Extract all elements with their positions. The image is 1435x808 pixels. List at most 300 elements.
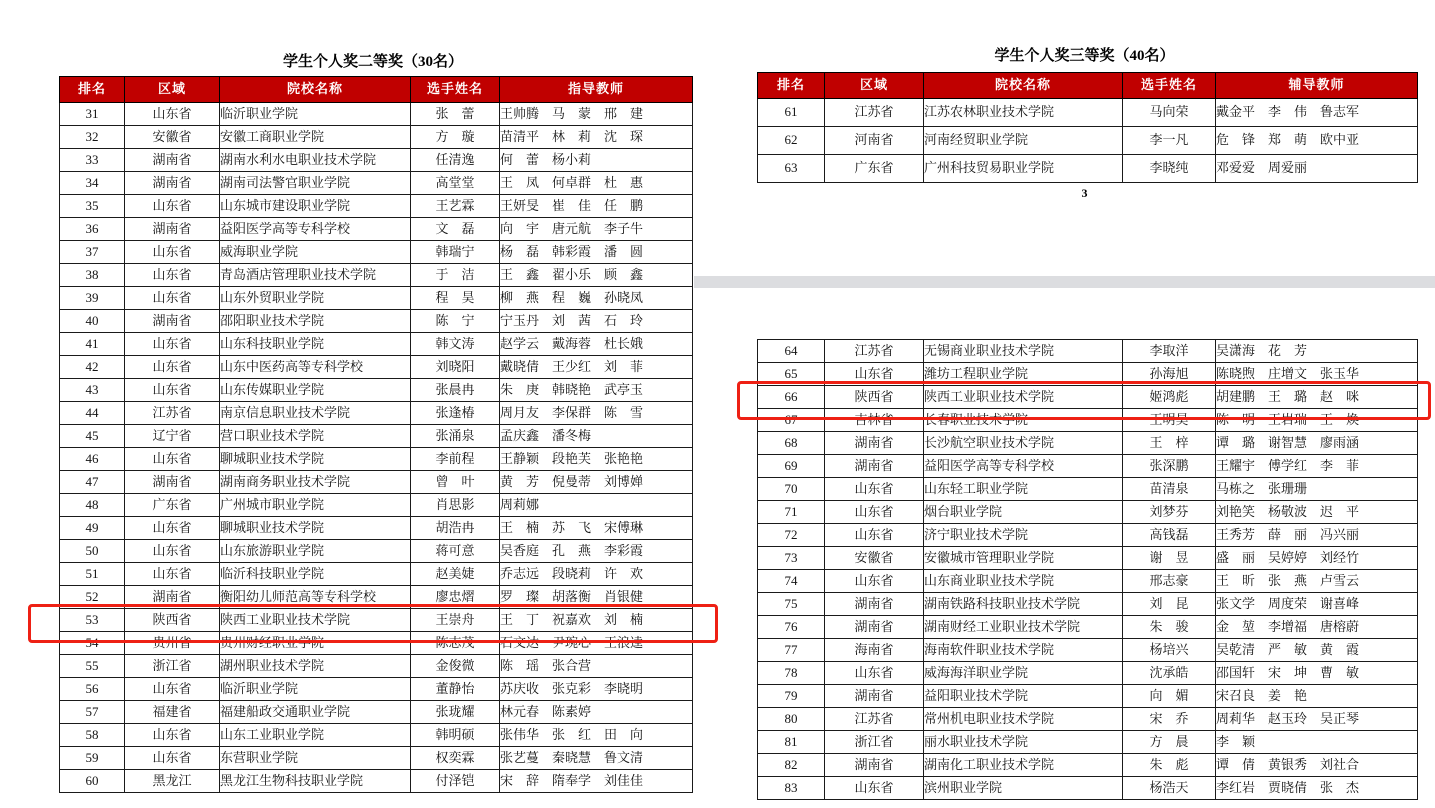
table-row <box>60 517 693 540</box>
rank-cell: 47 <box>60 471 125 494</box>
student-cell: 韩明硕 <box>411 724 500 747</box>
teachers-cell: 陈 瑶 张合营 <box>500 655 693 678</box>
table-row <box>60 770 693 793</box>
teachers-cell: 张文学 周度荣 谢喜峰 <box>1216 593 1418 616</box>
rank-cell: 45 <box>60 425 125 448</box>
rank-cell: 43 <box>60 379 125 402</box>
rank-cell: 83 <box>758 777 825 800</box>
student-cell: 文 磊 <box>411 218 500 241</box>
school-cell: 湖南商务职业技术学院 <box>220 471 411 494</box>
table-row <box>60 310 693 333</box>
table-row <box>60 448 693 471</box>
teachers-cell: 赵学云 戴海蓉 杜长娥 <box>500 333 693 356</box>
region-cell: 湖南省 <box>125 218 220 241</box>
rank-cell: 64 <box>758 340 825 363</box>
rank-cell: 62 <box>758 127 825 155</box>
student-cell: 廖忠熠 <box>411 586 500 609</box>
teachers-cell: 李红岩 贾晓倩 张 杰 <box>1216 777 1418 800</box>
rank-cell: 41 <box>60 333 125 356</box>
school-cell: 烟台职业学院 <box>924 501 1123 524</box>
table-row <box>60 678 693 701</box>
school-cell: 山东轻工职业学院 <box>924 478 1123 501</box>
header-row <box>60 77 693 103</box>
student-cell: 张深鹏 <box>1123 455 1216 478</box>
school-cell: 东营职业学院 <box>220 747 411 770</box>
rank-cell: 33 <box>60 149 125 172</box>
table-row <box>758 155 1418 183</box>
rank-cell: 51 <box>60 563 125 586</box>
rank-cell: 81 <box>758 731 825 754</box>
rank-cell: 75 <box>758 593 825 616</box>
student-cell: 胡浩冉 <box>411 517 500 540</box>
table-row <box>758 127 1418 155</box>
rank-cell: 79 <box>758 685 825 708</box>
rank-cell: 54 <box>60 632 125 655</box>
rank-cell: 78 <box>758 662 825 685</box>
table-row <box>60 632 693 655</box>
second-prize-title: 学生个人奖二等奖（30名） <box>282 54 463 70</box>
rank-cell: 38 <box>60 264 125 287</box>
table-row <box>758 99 1418 127</box>
teachers-cell: 苗清平 林 莉 沈 琛 <box>500 126 693 149</box>
third-prize-table-page3 <box>757 72 1418 183</box>
school-cell: 安徽城市管理职业学院 <box>924 547 1123 570</box>
student-cell: 宋 乔 <box>1123 708 1216 731</box>
school-cell: 益阳医学高等专科学校 <box>220 218 411 241</box>
rank-cell: 68 <box>758 432 825 455</box>
region-cell: 浙江省 <box>825 731 924 754</box>
teachers-cell: 何 蕾 杨小莉 <box>500 149 693 172</box>
student-cell: 韩文涛 <box>411 333 500 356</box>
rank-cell: 44 <box>60 402 125 425</box>
table-row <box>60 195 693 218</box>
region-cell: 山东省 <box>825 524 924 547</box>
school-cell: 长春职业技术学院 <box>924 409 1123 432</box>
student-cell: 陈 宁 <box>411 310 500 333</box>
region-cell: 浙江省 <box>125 655 220 678</box>
rank-cell: 73 <box>758 547 825 570</box>
table-row <box>60 241 693 264</box>
table-row <box>60 218 693 241</box>
table-row <box>758 547 1418 570</box>
school-cell: 聊城职业技术学院 <box>220 517 411 540</box>
student-cell: 张晨冉 <box>411 379 500 402</box>
table-row <box>60 563 693 586</box>
student-cell: 张涌泉 <box>411 425 500 448</box>
student-cell: 刘 昆 <box>1123 593 1216 616</box>
rank-cell: 57 <box>60 701 125 724</box>
student-cell: 李晓纯 <box>1123 155 1216 183</box>
region-cell: 福建省 <box>125 701 220 724</box>
rank-cell: 65 <box>758 363 825 386</box>
table-row <box>758 754 1418 777</box>
region-cell: 湖南省 <box>125 310 220 333</box>
table-row <box>758 639 1418 662</box>
region-cell: 江苏省 <box>825 99 924 127</box>
column-header-school: 院校名称 <box>220 77 411 103</box>
teachers-cell: 吴乾清 严 敏 黄 霞 <box>1216 639 1418 662</box>
school-cell: 丽水职业技术学院 <box>924 731 1123 754</box>
region-cell: 安徽省 <box>825 547 924 570</box>
student-cell: 陈志茂 <box>411 632 500 655</box>
rank-cell: 46 <box>60 448 125 471</box>
region-cell: 江苏省 <box>125 402 220 425</box>
region-cell: 贵州省 <box>125 632 220 655</box>
table-row <box>60 540 693 563</box>
teachers-cell: 宋召良 姜 艳 <box>1216 685 1418 708</box>
region-cell: 吉林省 <box>825 409 924 432</box>
rank-cell: 66 <box>758 386 825 409</box>
column-header-student: 选手姓名 <box>1123 73 1216 99</box>
teachers-cell: 邵国轩 宋 坤 曹 敏 <box>1216 662 1418 685</box>
region-cell: 安徽省 <box>125 126 220 149</box>
student-cell: 蒋可意 <box>411 540 500 563</box>
student-cell: 高堂堂 <box>411 172 500 195</box>
school-cell: 山东城市建设职业学院 <box>220 195 411 218</box>
rank-cell: 50 <box>60 540 125 563</box>
region-cell: 江苏省 <box>825 708 924 731</box>
teachers-cell: 张艺蔓 秦晓慧 鲁文清 <box>500 747 693 770</box>
teachers-cell: 周莉华 赵玉玲 吴正琴 <box>1216 708 1418 731</box>
teachers-cell: 马栋之 张珊珊 <box>1216 478 1418 501</box>
school-cell: 益阳医学高等专科学校 <box>924 455 1123 478</box>
teachers-cell: 孟庆鑫 潘冬梅 <box>500 425 693 448</box>
school-cell: 黑龙江生物科技职业学院 <box>220 770 411 793</box>
rank-cell: 55 <box>60 655 125 678</box>
school-cell: 滨州职业学院 <box>924 777 1123 800</box>
school-cell: 山东传媒职业学院 <box>220 379 411 402</box>
school-cell: 山东旅游职业学院 <box>220 540 411 563</box>
teachers-cell: 朱 庚 韩晓艳 武亭玉 <box>500 379 693 402</box>
school-cell: 聊城职业技术学院 <box>220 448 411 471</box>
student-cell: 张珑耀 <box>411 701 500 724</box>
student-cell: 刘晓阳 <box>411 356 500 379</box>
student-cell: 李一凡 <box>1123 127 1216 155</box>
student-cell: 高钱磊 <box>1123 524 1216 547</box>
school-cell: 江苏农林职业技术学院 <box>924 99 1123 127</box>
table-row <box>60 471 693 494</box>
region-cell: 山东省 <box>825 777 924 800</box>
rank-cell: 59 <box>60 747 125 770</box>
column-header-student: 选手姓名 <box>411 77 500 103</box>
table-row <box>60 425 693 448</box>
teachers-cell: 陈晓煦 庄增文 张玉华 <box>1216 363 1418 386</box>
teachers-cell: 危 锋 郑 萌 欧中亚 <box>1216 127 1418 155</box>
school-cell: 临沂科技职业学院 <box>220 563 411 586</box>
table-row <box>60 333 693 356</box>
student-cell: 肖思影 <box>411 494 500 517</box>
table-row <box>60 103 693 126</box>
rank-cell: 67 <box>758 409 825 432</box>
region-cell: 山东省 <box>125 517 220 540</box>
teachers-cell: 宋 辞 隋奉学 刘佳佳 <box>500 770 693 793</box>
rank-cell: 42 <box>60 356 125 379</box>
region-cell: 江苏省 <box>825 340 924 363</box>
table-row <box>60 402 693 425</box>
table-row <box>758 685 1418 708</box>
rank-cell: 37 <box>60 241 125 264</box>
student-cell: 邢志豪 <box>1123 570 1216 593</box>
school-cell: 常州机电职业技术学院 <box>924 708 1123 731</box>
student-cell: 权奕霖 <box>411 747 500 770</box>
column-header-rank: 排名 <box>60 77 125 103</box>
region-cell: 广东省 <box>825 155 924 183</box>
school-cell: 山东中医药高等专科学校 <box>220 356 411 379</box>
school-cell: 济宁职业技术学院 <box>924 524 1123 547</box>
student-cell: 向 媚 <box>1123 685 1216 708</box>
school-cell: 临沂职业学院 <box>220 678 411 701</box>
teachers-cell: 石文达 尹琬心 王浪逵 <box>500 632 693 655</box>
school-cell: 安徽工商职业学院 <box>220 126 411 149</box>
student-cell: 谢 昱 <box>1123 547 1216 570</box>
school-cell: 无锡商业职业技术学院 <box>924 340 1123 363</box>
school-cell: 山东科技职业学院 <box>220 333 411 356</box>
student-cell: 李取洋 <box>1123 340 1216 363</box>
teachers-cell: 王秀芳 薛 丽 冯兴丽 <box>1216 524 1418 547</box>
rank-cell: 34 <box>60 172 125 195</box>
student-cell: 王崇舟 <box>411 609 500 632</box>
school-cell: 威海海洋职业学院 <box>924 662 1123 685</box>
table-row <box>60 126 693 149</box>
teachers-cell: 林元春 陈素婷 <box>500 701 693 724</box>
region-cell: 山东省 <box>125 379 220 402</box>
student-cell: 任清逸 <box>411 149 500 172</box>
student-cell: 程 昊 <box>411 287 500 310</box>
student-cell: 杨培兴 <box>1123 639 1216 662</box>
student-cell: 韩瑞宁 <box>411 241 500 264</box>
school-cell: 潍坊工程职业学院 <box>924 363 1123 386</box>
region-cell: 黑龙江 <box>125 770 220 793</box>
school-cell: 益阳职业技术学院 <box>924 685 1123 708</box>
teachers-cell: 戴晓倩 王少红 刘 菲 <box>500 356 693 379</box>
region-cell: 湖南省 <box>125 586 220 609</box>
rank-cell: 71 <box>758 501 825 524</box>
school-cell: 临沂职业学院 <box>220 103 411 126</box>
school-cell: 长沙航空职业技术学院 <box>924 432 1123 455</box>
school-cell: 湖南化工职业技术学院 <box>924 754 1123 777</box>
student-cell: 李前程 <box>411 448 500 471</box>
table-row <box>60 264 693 287</box>
region-cell: 山东省 <box>125 356 220 379</box>
teachers-cell: 王静颖 段艳芙 张艳艳 <box>500 448 693 471</box>
school-cell: 衡阳幼儿师范高等专科学校 <box>220 586 411 609</box>
table-row <box>60 379 693 402</box>
rank-cell: 69 <box>758 455 825 478</box>
student-cell: 方 璇 <box>411 126 500 149</box>
school-cell: 贵州财经职业学院 <box>220 632 411 655</box>
region-cell: 山东省 <box>125 333 220 356</box>
region-cell: 海南省 <box>825 639 924 662</box>
school-cell: 南京信息职业技术学院 <box>220 402 411 425</box>
table-row <box>758 386 1418 409</box>
table-row <box>758 662 1418 685</box>
column-header-school: 院校名称 <box>924 73 1123 99</box>
region-cell: 山东省 <box>125 195 220 218</box>
student-cell: 张 蕾 <box>411 103 500 126</box>
rank-cell: 82 <box>758 754 825 777</box>
table-row <box>758 478 1418 501</box>
region-cell: 山东省 <box>125 287 220 310</box>
rank-cell: 31 <box>60 103 125 126</box>
table-row <box>60 494 693 517</box>
column-header-teachers: 指导教师 <box>500 77 693 103</box>
student-cell: 王艺霖 <box>411 195 500 218</box>
region-cell: 湖南省 <box>825 685 924 708</box>
table-row <box>758 731 1418 754</box>
teachers-cell: 谭 倩 黄银秀 刘社合 <box>1216 754 1418 777</box>
student-cell: 杨浩天 <box>1123 777 1216 800</box>
student-cell: 刘梦芬 <box>1123 501 1216 524</box>
student-cell: 金俊微 <box>411 655 500 678</box>
table-row <box>758 777 1418 800</box>
student-cell: 赵美婕 <box>411 563 500 586</box>
page-separator <box>694 276 1435 288</box>
header-row <box>758 73 1418 99</box>
student-cell: 付泽铠 <box>411 770 500 793</box>
teachers-cell: 邓爱爱 周爱丽 <box>1216 155 1418 183</box>
third-prize-table-page4 <box>757 339 1418 800</box>
table-row <box>758 409 1418 432</box>
region-cell: 河南省 <box>825 127 924 155</box>
region-cell: 山东省 <box>825 363 924 386</box>
table-row <box>60 609 693 632</box>
teachers-cell: 乔志远 段晓莉 许 欢 <box>500 563 693 586</box>
region-cell: 辽宁省 <box>125 425 220 448</box>
teachers-cell: 胡建鹏 王 璐 赵 咪 <box>1216 386 1418 409</box>
region-cell: 山东省 <box>125 678 220 701</box>
rank-cell: 70 <box>758 478 825 501</box>
region-cell: 陕西省 <box>825 386 924 409</box>
region-cell: 湖南省 <box>825 754 924 777</box>
teachers-cell: 吴潇海 花 芳 <box>1216 340 1418 363</box>
region-cell: 湖南省 <box>825 616 924 639</box>
teachers-cell: 王 昕 张 燕 卢雪云 <box>1216 570 1418 593</box>
teachers-cell: 陈 明 王岩瑞 王 焕 <box>1216 409 1418 432</box>
region-cell: 山东省 <box>825 570 924 593</box>
region-cell: 陕西省 <box>125 609 220 632</box>
table-row <box>758 501 1418 524</box>
column-header-rank: 排名 <box>758 73 825 99</box>
table-row <box>758 616 1418 639</box>
table-row <box>60 287 693 310</box>
region-cell: 广东省 <box>125 494 220 517</box>
school-cell: 湖南水利水电职业技术学院 <box>220 149 411 172</box>
rank-cell: 36 <box>60 218 125 241</box>
table-row <box>60 172 693 195</box>
teachers-cell: 金 堃 李增福 唐榕蔚 <box>1216 616 1418 639</box>
region-cell: 山东省 <box>125 724 220 747</box>
table-row <box>60 655 693 678</box>
student-cell: 马向荣 <box>1123 99 1216 127</box>
column-header-region: 区域 <box>825 73 924 99</box>
third-prize-title: 学生个人奖三等奖（40名） <box>994 48 1175 64</box>
rank-cell: 60 <box>60 770 125 793</box>
teachers-cell: 王 楠 苏 飞 宋傅琳 <box>500 517 693 540</box>
teachers-cell: 王 丁 祝嘉欢 刘 楠 <box>500 609 693 632</box>
student-cell: 姬鸿彪 <box>1123 386 1216 409</box>
table-row <box>758 524 1418 547</box>
region-cell: 山东省 <box>825 662 924 685</box>
table-row <box>60 701 693 724</box>
region-cell: 山东省 <box>125 103 220 126</box>
teachers-cell: 盛 丽 吴婷婷 刘经竹 <box>1216 547 1418 570</box>
rank-cell: 76 <box>758 616 825 639</box>
region-cell: 湖南省 <box>125 471 220 494</box>
region-cell: 山东省 <box>125 563 220 586</box>
region-cell: 湖南省 <box>825 593 924 616</box>
student-cell: 朱 彪 <box>1123 754 1216 777</box>
teachers-cell: 周月友 李保群 陈 雪 <box>500 402 693 425</box>
teachers-cell: 张伟华 张 红 田 向 <box>500 724 693 747</box>
table-row <box>758 340 1418 363</box>
table-row <box>758 708 1418 731</box>
table-row <box>758 363 1418 386</box>
table-row <box>60 724 693 747</box>
region-cell: 山东省 <box>125 241 220 264</box>
table-row <box>758 570 1418 593</box>
column-header-region: 区域 <box>125 77 220 103</box>
teachers-cell: 王 鑫 翟小乐 顾 鑫 <box>500 264 693 287</box>
school-cell: 广州科技贸易职业学院 <box>924 155 1123 183</box>
rank-cell: 63 <box>758 155 825 183</box>
school-cell: 湖州职业技术学院 <box>220 655 411 678</box>
rank-cell: 77 <box>758 639 825 662</box>
teachers-cell: 王妍旻 崔 佳 任 鹏 <box>500 195 693 218</box>
school-cell: 山东商业职业技术学院 <box>924 570 1123 593</box>
school-cell: 邵阳职业技术学院 <box>220 310 411 333</box>
school-cell: 陕西工业职业技术学院 <box>924 386 1123 409</box>
table-row <box>758 432 1418 455</box>
teachers-cell: 李 颖 <box>1216 731 1418 754</box>
teachers-cell: 柳 燕 程 巍 孙晓凤 <box>500 287 693 310</box>
student-cell: 方 晨 <box>1123 731 1216 754</box>
teachers-cell: 王耀宇 傅学红 李 菲 <box>1216 455 1418 478</box>
teachers-cell: 吴香庭 孔 燕 李彩霞 <box>500 540 693 563</box>
rank-cell: 40 <box>60 310 125 333</box>
rank-cell: 49 <box>60 517 125 540</box>
rank-cell: 80 <box>758 708 825 731</box>
teachers-cell: 宁玉丹 刘 茜 石 玲 <box>500 310 693 333</box>
table-row <box>60 356 693 379</box>
student-cell: 沈承皓 <box>1123 662 1216 685</box>
region-cell: 山东省 <box>125 540 220 563</box>
page-number: 3 <box>1081 186 1088 200</box>
teachers-cell: 向 宇 唐元航 李子牛 <box>500 218 693 241</box>
table-row <box>60 586 693 609</box>
rank-cell: 35 <box>60 195 125 218</box>
rank-cell: 52 <box>60 586 125 609</box>
table-row <box>758 593 1418 616</box>
region-cell: 湖南省 <box>825 432 924 455</box>
teachers-cell: 苏庆收 张克彩 李晓明 <box>500 678 693 701</box>
region-cell: 山东省 <box>125 264 220 287</box>
table-row <box>758 455 1418 478</box>
region-cell: 山东省 <box>825 478 924 501</box>
rank-cell: 61 <box>758 99 825 127</box>
student-cell: 于 洁 <box>411 264 500 287</box>
rank-cell: 58 <box>60 724 125 747</box>
second-prize-table <box>59 76 693 793</box>
rank-cell: 74 <box>758 570 825 593</box>
teachers-cell: 王帅腾 马 蒙 邢 建 <box>500 103 693 126</box>
school-cell: 福建船政交通职业学院 <box>220 701 411 724</box>
school-cell: 广州城市职业学院 <box>220 494 411 517</box>
region-cell: 湖南省 <box>125 149 220 172</box>
region-cell: 湖南省 <box>125 172 220 195</box>
school-cell: 威海职业学院 <box>220 241 411 264</box>
teachers-cell: 黄 芳 倪曼蒂 刘博婵 <box>500 471 693 494</box>
teachers-cell: 王 凤 何卓群 杜 惠 <box>500 172 693 195</box>
